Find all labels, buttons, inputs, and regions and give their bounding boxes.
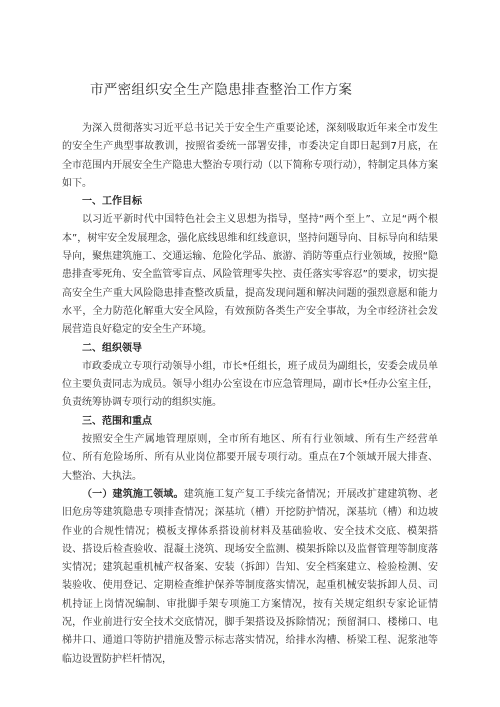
intro-paragraph: 为深入贯彻落实习近平总书记关于安全生产重要论述，深刻吸取近年来全市发生的安全生产典型事故教训，按照省委统一部署安排，市委决定自即日起到7月底，在全市范围内开展安全生产隐患大整治专项行动（以下简称专项行动），特制定具体方案如下。 — [62, 123, 438, 189]
section-text-scope: 按照安全生产属地管理原则，全市所有地区、所有行业领域、所有生产经营单位、所有危险场所、所有从业岗位都要开展专项行动。重点在7个领域开展大排查、大整治、大执法。 — [62, 434, 438, 482]
document-body — [62, 120, 438, 669]
section-heading-goals: 一、工作目标 — [82, 196, 142, 208]
section-heading-scope: 三、范围和重点 — [82, 415, 152, 427]
document-title: 市严密组织安全生产隐患排查整治工作方案 — [90, 82, 353, 98]
section-text-leadership: 市政委成立专项行动领导小组，市长*任组长，班子成员为副组长，安委会成员单位主要负责同志为成员。领导小组办公室设在市应急管理局，副市长*任办公室主任，负责统筹协调专项行动的组织实施。 — [62, 360, 438, 409]
subsection-label-construction: （一）建筑施工领域。 — [82, 488, 184, 500]
section-text-goals: 以习近平新时代中国特色社会主义思想为指导，坚持“两个至上”、立足“两个根本”，树牢安全发展理念，强化底线思维和红线意识，坚持问题导向、目标导向和结果导向，聚焦建筑施工、交通运输、危险化学品、旅游、消防等重点行业领域，按照“隐患排查零死角、安全监管零盲点、风险管理零失控、责任落实零容忍”的要求，切实提高安全生产重大风险隐患排查整改质量，提高发现问题和解决问题的强烈意愿和能力水平，全力防范化解重大安全风险，有效预防各类生产安全事故，为全市经济社会发展营造良好稳定的安全生产环境。 — [62, 214, 438, 336]
subsection-paragraph-construction — [62, 486, 438, 669]
subsection-text-construction: 建筑施工复产复工手续完备情况；开展改扩建建筑物、老旧危房等建筑隐患专项排查情况；深基坑（槽）开挖防护情况，深基坑（槽）和边坡作业的合规性情况；模板支撑体系搭设前材料及基础验收、安全技术交底、模架搭设、搭设后检查验收、混凝土浇筑、现场安全监测、模架拆除以及监督管理等制度落实情况；建筑起重机械产权备案、安装（拆卸）告知、安全档案建立、检验检测、安装验收、使用登记、定期检查维护保养等制度落实情况，起重机械安装拆卸人员、司机持证上岗情况编制、审批脚手架专项施工方案情况，按有关规定组织专家论证情况，作业前进行安全技术交底情况，脚手架搭设及拆除情况；预留洞口、楼梯口、电梯井口、通道口等防护措施及警示标志落实情况，给排水沟槽、桥梁工程、泥浆池等临边设置防护栏杆情况， — [62, 488, 439, 665]
section-heading-leadership: 二、组织领导 — [82, 342, 142, 354]
